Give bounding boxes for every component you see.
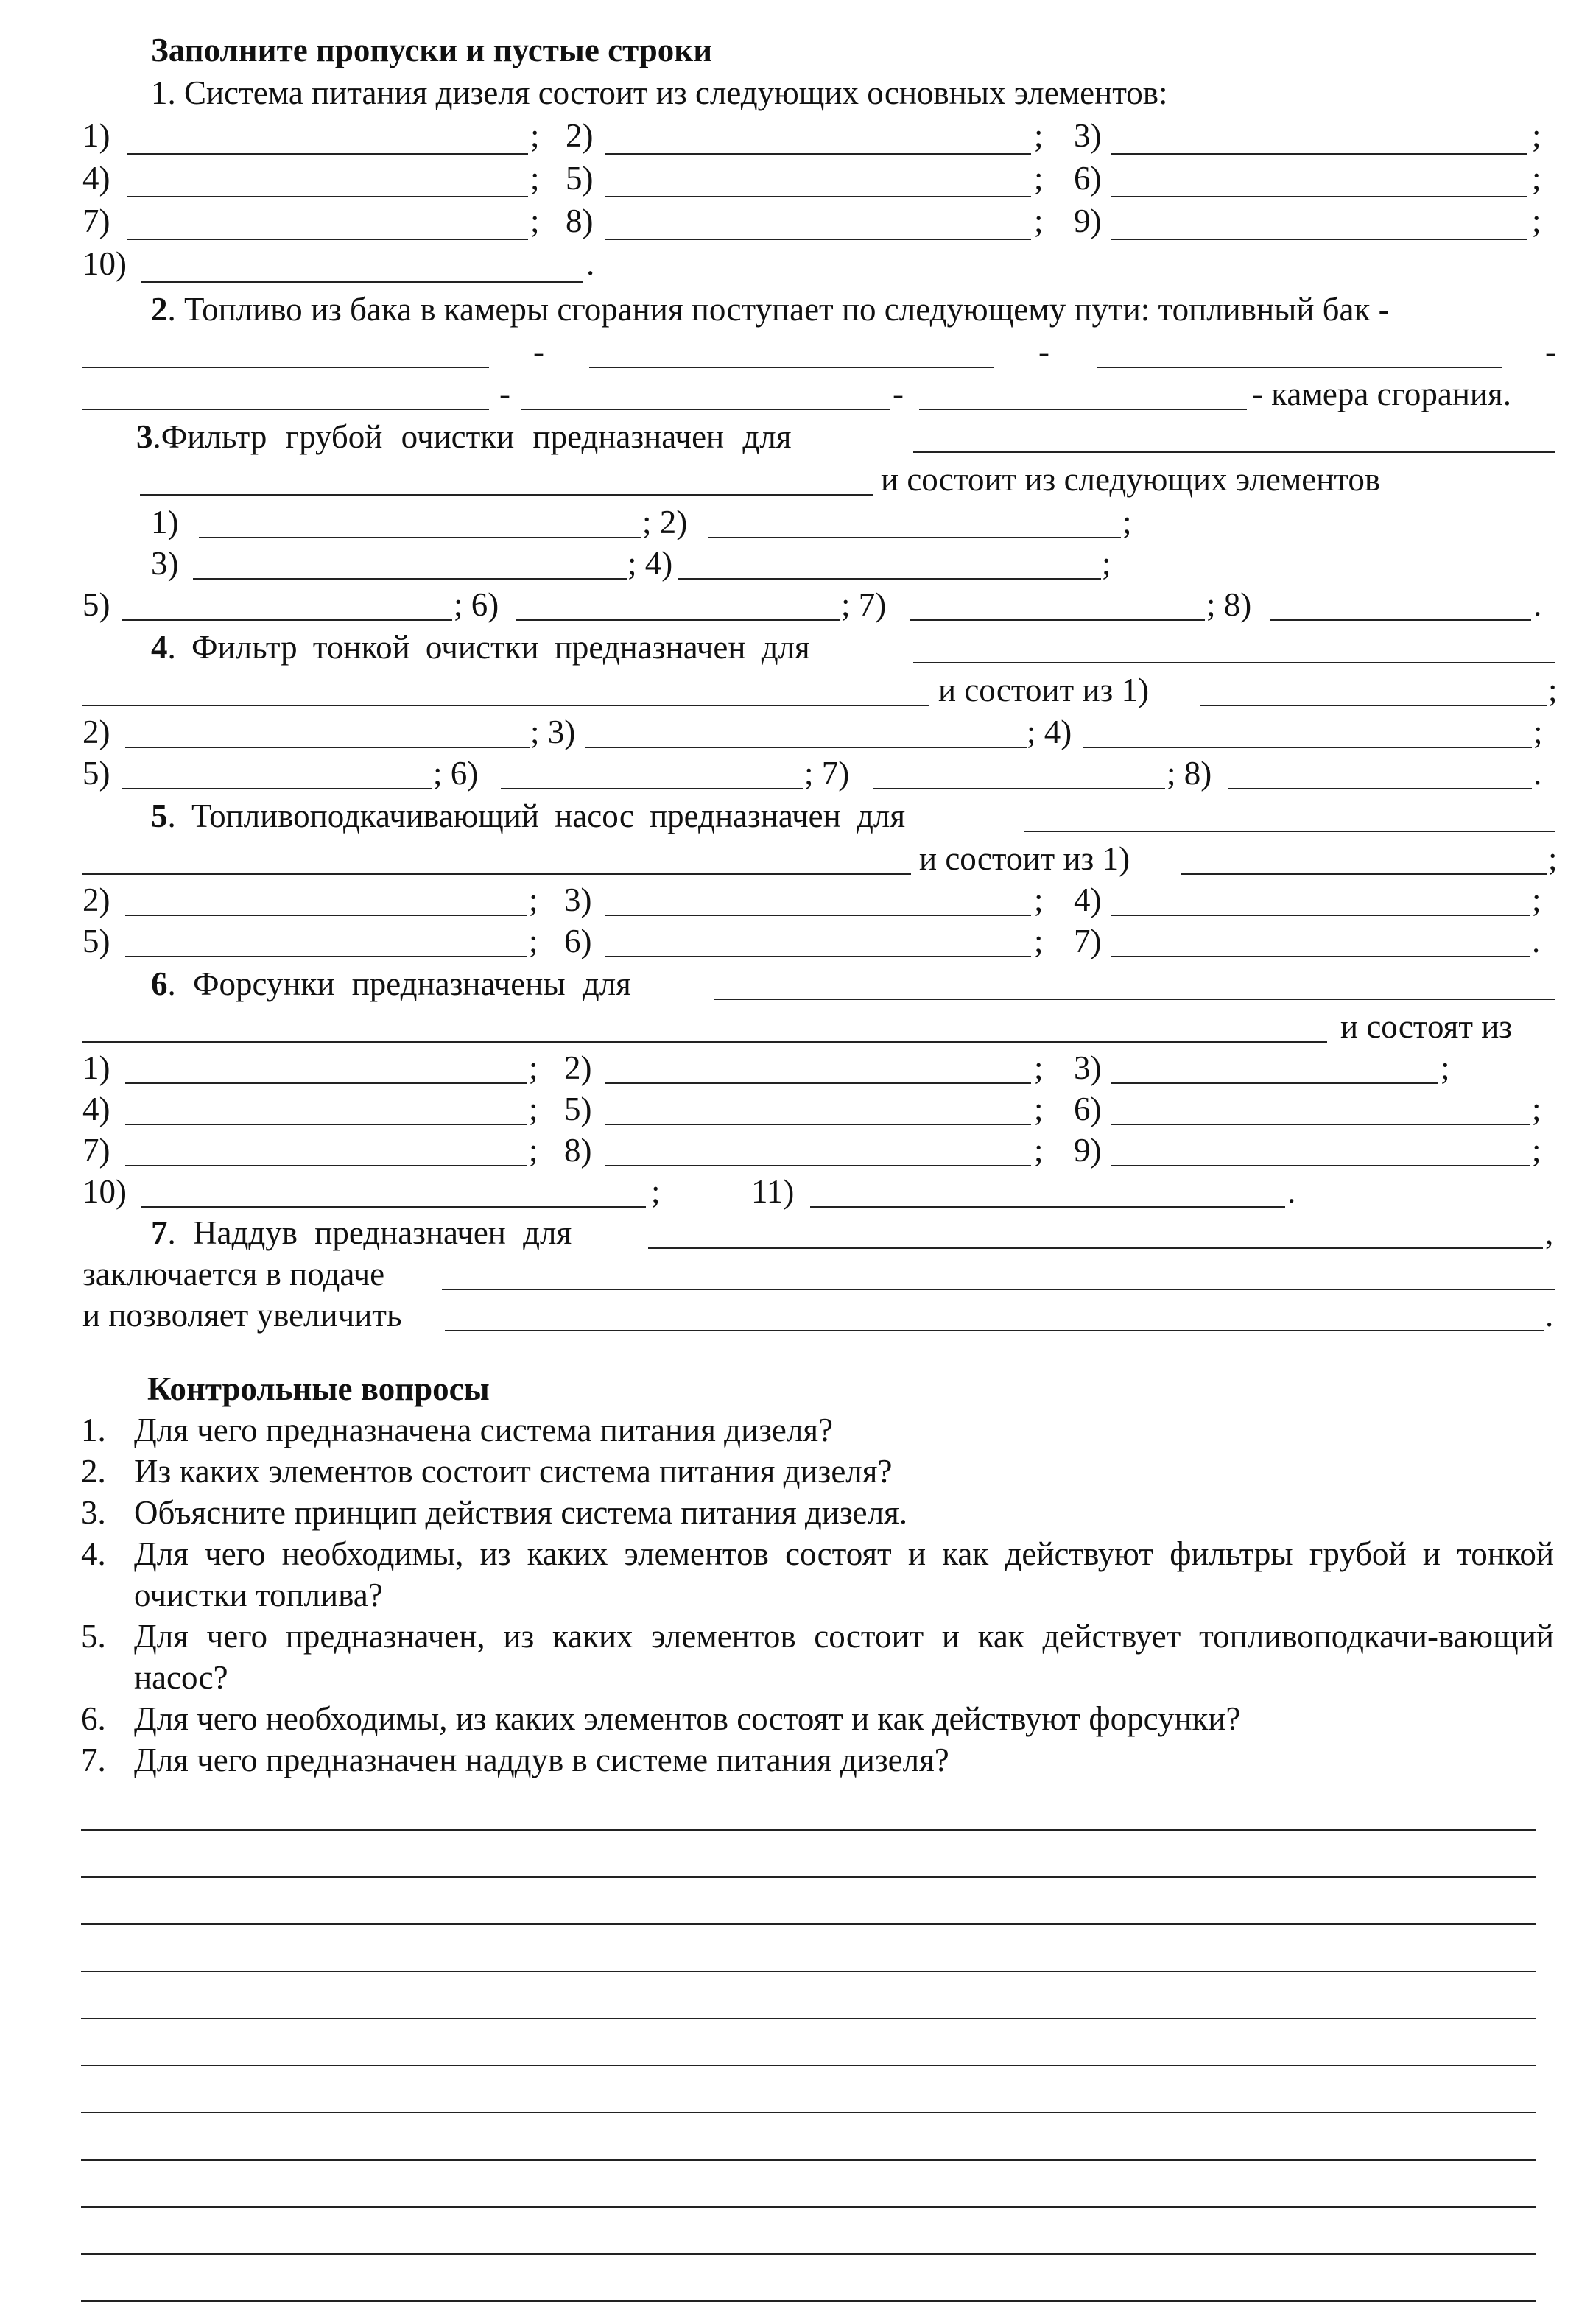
item-2-blank-6[interactable]: [919, 409, 1247, 410]
question-number: 7.: [81, 1742, 106, 1778]
item-7-number: 7: [151, 1214, 168, 1251]
item-4-end: .: [1533, 755, 1542, 792]
item-5-consists: и состоит из 1): [919, 840, 1130, 877]
item-6-sep: ;: [1034, 1049, 1044, 1086]
answer-line[interactable]: [81, 2159, 1536, 2161]
item-6-label-9: 9): [1074, 1132, 1102, 1169]
item-7-supply-blank[interactable]: [442, 1289, 1555, 1290]
item-6-sep: ;: [1034, 1091, 1044, 1127]
item-7-text: [151, 1212, 572, 1253]
item-4-label-3: ; 3): [530, 714, 576, 750]
item-3-blank-8[interactable]: [1270, 619, 1531, 621]
item-1-sep: ;: [530, 160, 540, 197]
item-3-blank-2[interactable]: [708, 537, 1121, 538]
item-5-blank-6[interactable]: [605, 956, 1031, 957]
item-6-sep: ;: [1532, 1132, 1541, 1169]
answer-line[interactable]: [81, 1876, 1536, 1878]
item-6-label-6: 6): [1074, 1091, 1102, 1127]
item-1-label-2: 2): [566, 117, 594, 154]
item-4-purpose-blank-2[interactable]: [82, 705, 929, 706]
item-1-blank-7[interactable]: [127, 239, 528, 240]
item-1-blank-1[interactable]: [127, 153, 528, 155]
item-1-label-9: 9): [1074, 203, 1102, 239]
item-5-number: 5: [151, 797, 168, 834]
question-text: Для чего необходимы, из каких элементов состоят и как действуют форсунки?: [134, 1700, 1241, 1737]
item-6-blank-8[interactable]: [605, 1165, 1031, 1166]
item-2-blank-1[interactable]: [82, 367, 489, 368]
item-6-sep: ;: [1532, 1091, 1541, 1127]
item-6-label-5: 5): [564, 1091, 592, 1127]
item-2-dash: -: [1038, 334, 1049, 370]
question-number: 4.: [81, 1535, 106, 1572]
item-1-label-6: 6): [1074, 160, 1102, 197]
item-7-purpose-blank[interactable]: [648, 1247, 1543, 1249]
item-6-end: .: [1287, 1173, 1296, 1210]
item-3-label-5: 5): [82, 586, 110, 623]
item-5-blank-2[interactable]: [125, 915, 527, 916]
item-2-dash: -: [893, 376, 904, 412]
item-5-purpose-blank-1[interactable]: [1024, 831, 1555, 832]
question-number: 1.: [81, 1412, 106, 1448]
item-1-blank-5[interactable]: [605, 196, 1031, 197]
question-number: 6.: [81, 1700, 106, 1737]
item-6-blank-9[interactable]: [1111, 1165, 1530, 1166]
item-7-increase-blank[interactable]: [445, 1330, 1544, 1331]
item-6-sep: ;: [1034, 1132, 1044, 1169]
item-1-blank-6[interactable]: [1111, 196, 1527, 197]
item-3-purpose-blank-1[interactable]: [913, 451, 1555, 453]
item-5-label-7: 7): [1074, 923, 1102, 959]
item-4-label-2: 2): [82, 714, 110, 750]
item-4-number: 4: [151, 629, 168, 666]
item-4-blank-6[interactable]: [501, 788, 803, 789]
item-3-sep: ;: [1122, 504, 1132, 540]
item-5-label-2: 2): [82, 881, 110, 918]
item-6-blank-10[interactable]: [141, 1206, 646, 1208]
answer-line[interactable]: [81, 2253, 1536, 2255]
item-6-label-8: 8): [564, 1132, 592, 1169]
item-5-statement: . Топливоподкачивающий насос предназначен для: [167, 797, 906, 834]
item-1-sep: ;: [1532, 117, 1541, 154]
item-6-purpose-blank-2[interactable]: [82, 1041, 1327, 1043]
answer-line[interactable]: [81, 2112, 1536, 2113]
item-3-label-2: ; 2): [642, 504, 688, 540]
item-5-sep: ;: [1548, 840, 1558, 877]
item-4-label-4: ; 4): [1027, 714, 1072, 750]
item-6-label-11: 11): [751, 1173, 795, 1210]
item-2-blank-3[interactable]: [1097, 367, 1502, 368]
item-6-sep: ;: [651, 1173, 661, 1210]
item-5-sep: ;: [1034, 923, 1044, 959]
item-3-blank-4[interactable]: [678, 578, 1101, 580]
item-3-label-6: ; 6): [454, 586, 499, 623]
answer-line[interactable]: [81, 2018, 1536, 2019]
item-3-label-7: ; 7): [841, 586, 887, 623]
item-6-blank-1[interactable]: [125, 1082, 527, 1084]
item-5-sep: ;: [1034, 881, 1044, 918]
item-4-sep: ;: [1548, 672, 1558, 708]
item-1-text: [151, 72, 1168, 113]
item-5-blank-3[interactable]: [605, 915, 1031, 916]
item-1-sep: ;: [1034, 203, 1044, 239]
question-text: Для чего предназначен, из каких элементов состоит и как действует топливоподкачи-вающий насос?: [134, 1618, 1554, 1696]
item-2-number: 2: [151, 291, 168, 328]
item-6-label-1: 1): [82, 1049, 110, 1086]
item-2-dash: -: [533, 334, 544, 370]
item-5-label-4: 4): [1074, 881, 1102, 918]
item-1-blank-3[interactable]: [1111, 153, 1527, 155]
item-1-sep: ;: [1532, 203, 1541, 239]
item-6-label-2: 2): [564, 1049, 592, 1086]
answer-line[interactable]: [81, 1923, 1536, 1925]
item-6-label-10: 10): [82, 1173, 127, 1210]
item-3-consists: и состоит из следующих элементов: [881, 461, 1381, 498]
item-1-label-4: 4): [82, 160, 110, 197]
item-5-blank-4[interactable]: [1111, 915, 1530, 916]
item-5-blank-1[interactable]: [1181, 873, 1547, 875]
item-6-blank-2[interactable]: [605, 1082, 1031, 1084]
item-1-statement: . Система питания дизеля состоит из следующих основных элементов:: [167, 74, 1168, 111]
item-1-blank-8[interactable]: [605, 239, 1031, 240]
item-1-blank-10[interactable]: [141, 281, 583, 283]
item-4-label-7: ; 7): [804, 755, 850, 792]
item-1-label-3: 3): [1074, 117, 1102, 154]
item-3-blank-7[interactable]: [910, 619, 1205, 621]
item-5-sep: ;: [529, 881, 538, 918]
item-2-blank-2[interactable]: [589, 367, 994, 368]
question-text: Объясните принцип действия система питания дизеля.: [134, 1494, 908, 1531]
item-3-label-8: ; 8): [1206, 586, 1252, 623]
item-6-sep: ;: [1441, 1049, 1450, 1086]
item-5-label-6: 6): [564, 923, 592, 959]
item-2-blank-4[interactable]: [82, 409, 489, 410]
item-1-sep: ;: [530, 117, 540, 154]
answer-line[interactable]: [81, 2300, 1536, 2302]
item-6-sep: ;: [529, 1132, 538, 1169]
item-3-sep: ;: [1102, 545, 1111, 582]
item-1-label-8: 8): [566, 203, 594, 239]
item-5-sep: ;: [1532, 881, 1541, 918]
item-4-blank-7[interactable]: [873, 788, 1165, 789]
item-6-label-7: 7): [82, 1132, 110, 1169]
item-4-blank-1[interactable]: [1200, 705, 1547, 706]
item-4-blank-4[interactable]: [1083, 747, 1532, 748]
item-6-blank-5[interactable]: [605, 1124, 1031, 1125]
item-1-label-10: 10): [82, 245, 127, 282]
item-3-purpose-blank-2[interactable]: [140, 494, 873, 496]
question-text: Для чего предназначена система питания дизеля?: [134, 1412, 834, 1448]
item-2-text: [151, 289, 1390, 330]
item-4-purpose-blank-1[interactable]: [913, 662, 1555, 663]
item-6-blank-7[interactable]: [125, 1165, 527, 1166]
item-6-blank-11[interactable]: [810, 1206, 1285, 1208]
item-4-label-5: 5): [82, 755, 110, 792]
item-3-blank-5[interactable]: [122, 619, 452, 621]
item-1-blank-9[interactable]: [1111, 239, 1527, 240]
item-6-text: [151, 963, 631, 1004]
question-text: Для чего необходимы, из каких элементов состоят и как действуют фильтры грубой и тонкой очистки топлива?: [134, 1535, 1554, 1613]
item-3-number: 3: [136, 418, 153, 455]
item-7-line-2: заключается в подаче: [82, 1256, 385, 1292]
item-5-label-5: 5): [82, 923, 110, 959]
item-7-statement: . Наддув предназначен для: [167, 1214, 572, 1251]
item-5-label-3: 3): [564, 881, 592, 918]
item-3-label-1: 1): [151, 504, 179, 540]
item-4-blank-3[interactable]: [585, 747, 1027, 748]
item-1-number: 1: [151, 74, 168, 111]
item-1-end: .: [586, 245, 595, 282]
question-text: Из каких элементов состоит система питания дизеля?: [134, 1453, 893, 1490]
item-6-label-3: 3): [1074, 1049, 1102, 1086]
item-1-label-5: 5): [566, 160, 594, 197]
item-5-purpose-blank-2[interactable]: [82, 873, 911, 875]
item-3-label-4: ; 4): [627, 545, 673, 582]
question-number: 2.: [81, 1453, 106, 1490]
item-3-label-3: 3): [151, 545, 179, 582]
item-2-dash: -: [499, 376, 510, 412]
item-1-sep: ;: [1034, 160, 1044, 197]
item-5-blank-5[interactable]: [125, 956, 527, 957]
item-4-blank-5[interactable]: [122, 788, 432, 789]
item-7-line-3: и позволяет увеличить: [82, 1297, 402, 1334]
item-5-sep: ;: [529, 923, 538, 959]
worksheet-heading: Заполните пропуски и пустые строки: [151, 32, 713, 68]
item-1-sep: ;: [1532, 160, 1541, 197]
item-1-blank-2[interactable]: [605, 153, 1031, 155]
item-3-blank-6[interactable]: [516, 619, 840, 621]
item-1-sep: ;: [1034, 117, 1044, 154]
item-2-blank-5[interactable]: [521, 409, 890, 410]
item-6-blank-6[interactable]: [1111, 1124, 1530, 1125]
item-1-label-1: 1): [82, 117, 110, 154]
item-3-text: [136, 416, 791, 457]
question-number: 3.: [81, 1494, 106, 1531]
control-heading: Контрольные вопросы: [147, 1370, 490, 1407]
item-4-label-6: ; 6): [433, 755, 479, 792]
item-5-blank-7[interactable]: [1111, 956, 1530, 957]
item-3-end: .: [1533, 586, 1542, 623]
item-6-consists: и состоят из: [1340, 1008, 1513, 1045]
item-1-blank-4[interactable]: [127, 196, 528, 197]
question-number: 5.: [81, 1618, 106, 1655]
item-6-number: 6: [151, 965, 168, 1002]
item-7-end: .: [1545, 1297, 1554, 1334]
item-2-statement: . Топливо из бака в камеры сгорания поступает по следующему пути: топливный бак -: [167, 291, 1390, 328]
item-7-comma: ,: [1545, 1214, 1554, 1251]
answer-line[interactable]: [81, 2065, 1536, 2066]
item-5-text: [151, 795, 905, 837]
item-6-purpose-blank-1[interactable]: [714, 999, 1555, 1000]
answer-line[interactable]: [81, 1971, 1536, 1972]
question-text: Для чего предназначен наддув в системе питания дизеля?: [134, 1742, 949, 1778]
item-4-blank-8[interactable]: [1228, 788, 1532, 789]
item-4-consists: и состоит из 1): [938, 672, 1150, 708]
item-6-label-4: 4): [82, 1091, 110, 1127]
item-3-blank-1[interactable]: [199, 537, 641, 538]
item-4-statement: . Фильтр тонкой очистки предназначен для: [167, 629, 810, 666]
item-6-sep: ;: [529, 1091, 538, 1127]
item-4-sep: ;: [1533, 714, 1543, 750]
item-6-sep: ;: [529, 1049, 538, 1086]
item-2-dash: -: [1545, 334, 1556, 370]
item-6-blank-4[interactable]: [125, 1124, 527, 1125]
item-2-end: - камера сгорания.: [1252, 376, 1511, 412]
item-3-statement: .Фильтр грубой очистки предназначен для: [152, 418, 792, 455]
answer-line[interactable]: [81, 1829, 1536, 1831]
item-3-blank-3[interactable]: [193, 578, 627, 580]
item-4-text: [151, 627, 810, 668]
item-4-blank-2[interactable]: [125, 747, 530, 748]
item-6-blank-3[interactable]: [1111, 1082, 1438, 1084]
item-6-statement: . Форсунки предназначены для: [167, 965, 631, 1002]
answer-line[interactable]: [81, 2206, 1536, 2208]
item-1-sep: ;: [530, 203, 540, 239]
item-5-end: .: [1532, 923, 1541, 959]
item-1-label-7: 7): [82, 203, 110, 239]
item-4-label-8: ; 8): [1167, 755, 1212, 792]
